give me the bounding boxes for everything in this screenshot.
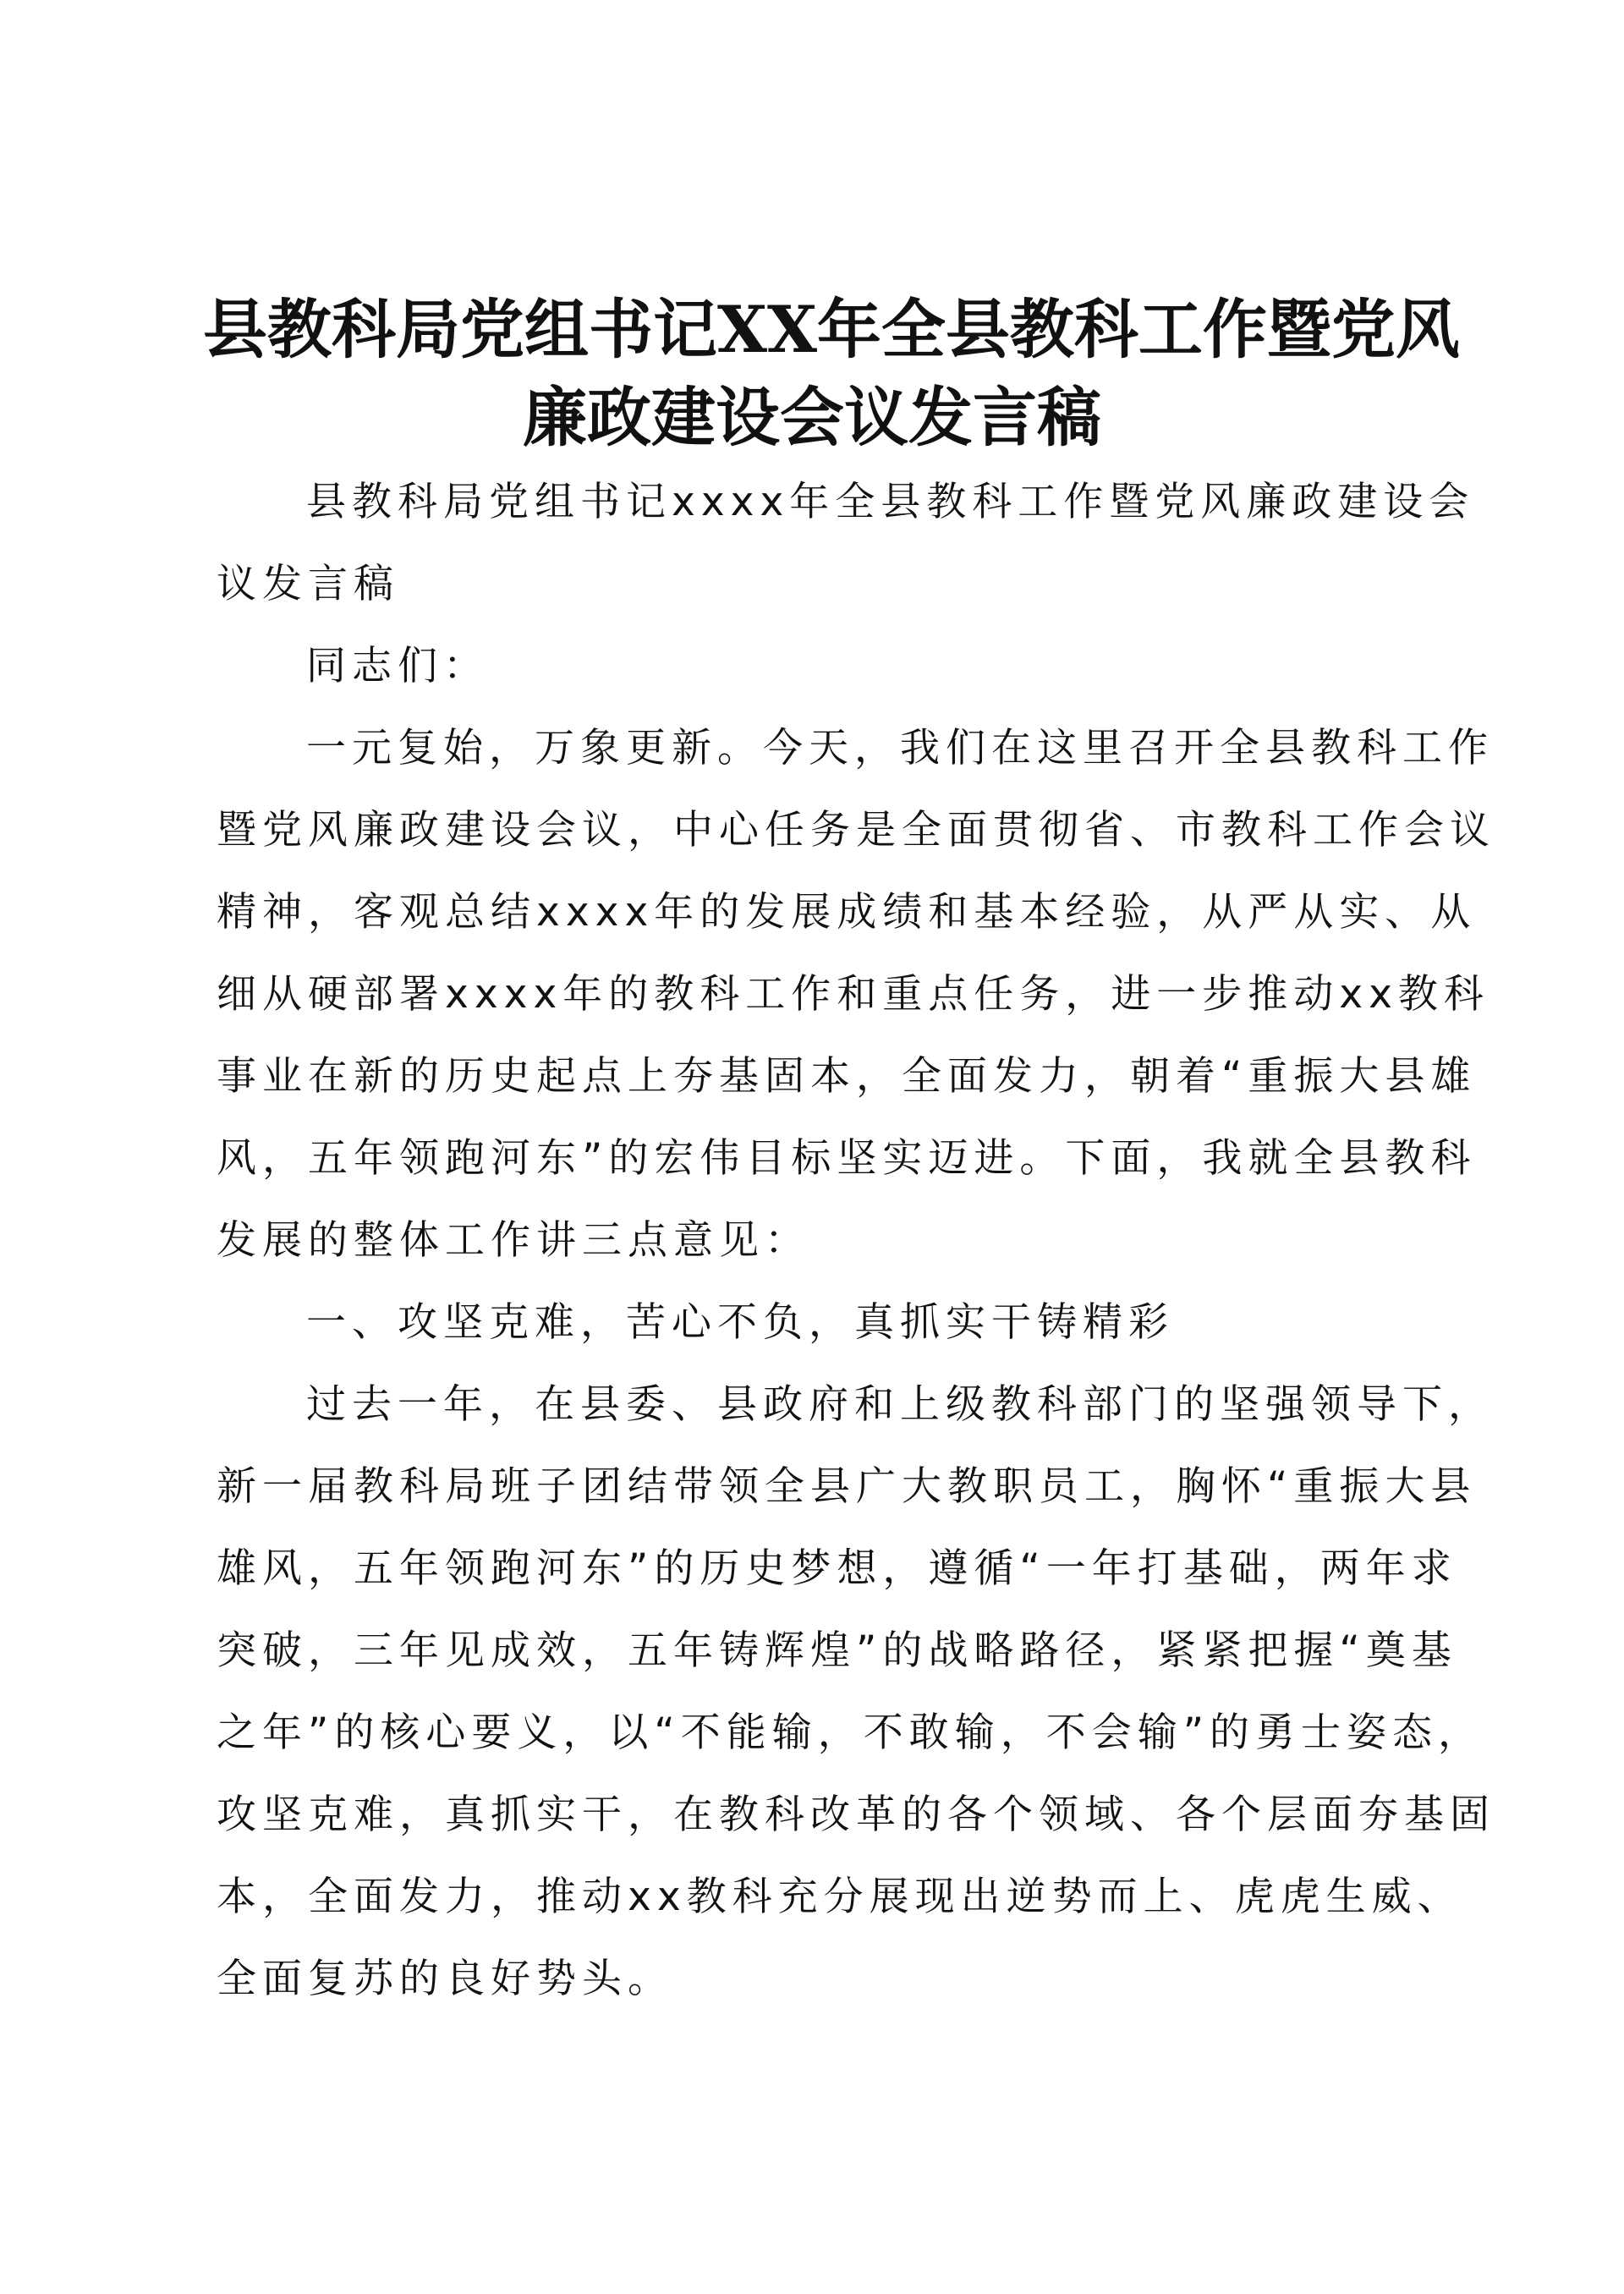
paragraph-line: 风，五年领跑河东”的宏伟目标坚实迈进。下面，我就全县教科 xyxy=(217,1135,1477,1182)
paragraph-line: 全面复苏的良好势头。 xyxy=(217,1956,673,2002)
paragraph-line: 细从硬部署xxxx年的教科工作和重点任务，进一步推动xx教科 xyxy=(217,971,1490,1018)
document-body xyxy=(217,461,1495,2020)
paragraph-line: 本，全面发力，推动xx教科充分展现出逆势而上、虎虎生威、 xyxy=(217,1874,1463,1920)
paragraph-line: 发展的整体工作讲三点意见： xyxy=(217,1217,810,1264)
paragraph-line: 暨党风廉政建设会议，中心任务是全面贯彻省、市教科工作会议 xyxy=(217,807,1495,853)
paragraph-line: 雄风，五年领跑河东”的历史梦想，遵循“一年打基础，两年求 xyxy=(217,1545,1457,1592)
paragraph-line: 之年”的核心要义，以“不能输，不敢输，不会输”的勇士姿态， xyxy=(217,1710,1484,1756)
paragraph-line: 新一届教科局班子团结带领全县广大教职员工，胸怀“重振大县 xyxy=(217,1463,1477,1510)
document-title xyxy=(203,286,1460,462)
paragraph-line: 一元复始，万象更新。今天，我们在这里召开全县教科工作 xyxy=(306,725,1494,771)
paragraph-line: 攻坚克难，真抓实干，在教科改革的各个领域、各个层面夯基固 xyxy=(217,1792,1495,1838)
paragraph-line: 事业在新的历史起点上夯基固本，全面发力，朝着“重振大县雄 xyxy=(217,1053,1477,1100)
section-heading: 一、攻坚克难，苦心不负，真抓实干铸精彩 xyxy=(306,1299,1174,1346)
paragraph-line: 突破，三年见成效，五年铸辉煌”的战略路径，紧紧把握“奠基 xyxy=(217,1627,1457,1674)
subtitle-line-2: 议发言稿 xyxy=(217,561,399,607)
paragraph-line: 精神，客观总结xxxx年的发展成绩和基本经验，从严从实、从 xyxy=(217,889,1477,936)
subtitle-line-1: 县教科局党组书记xxxx年全县教科工作暨党风廉政建设会 xyxy=(306,479,1475,525)
title-line-2: 廉政建设会议发言稿 xyxy=(523,380,1101,455)
salutation: 同志们： xyxy=(306,643,489,689)
title-line-1: 县教科局党组书记XX年全县教科工作暨党风 xyxy=(203,292,1460,367)
paragraph-line: 过去一年，在县委、县政府和上级教科部门的坚强领导下， xyxy=(306,1381,1494,1428)
